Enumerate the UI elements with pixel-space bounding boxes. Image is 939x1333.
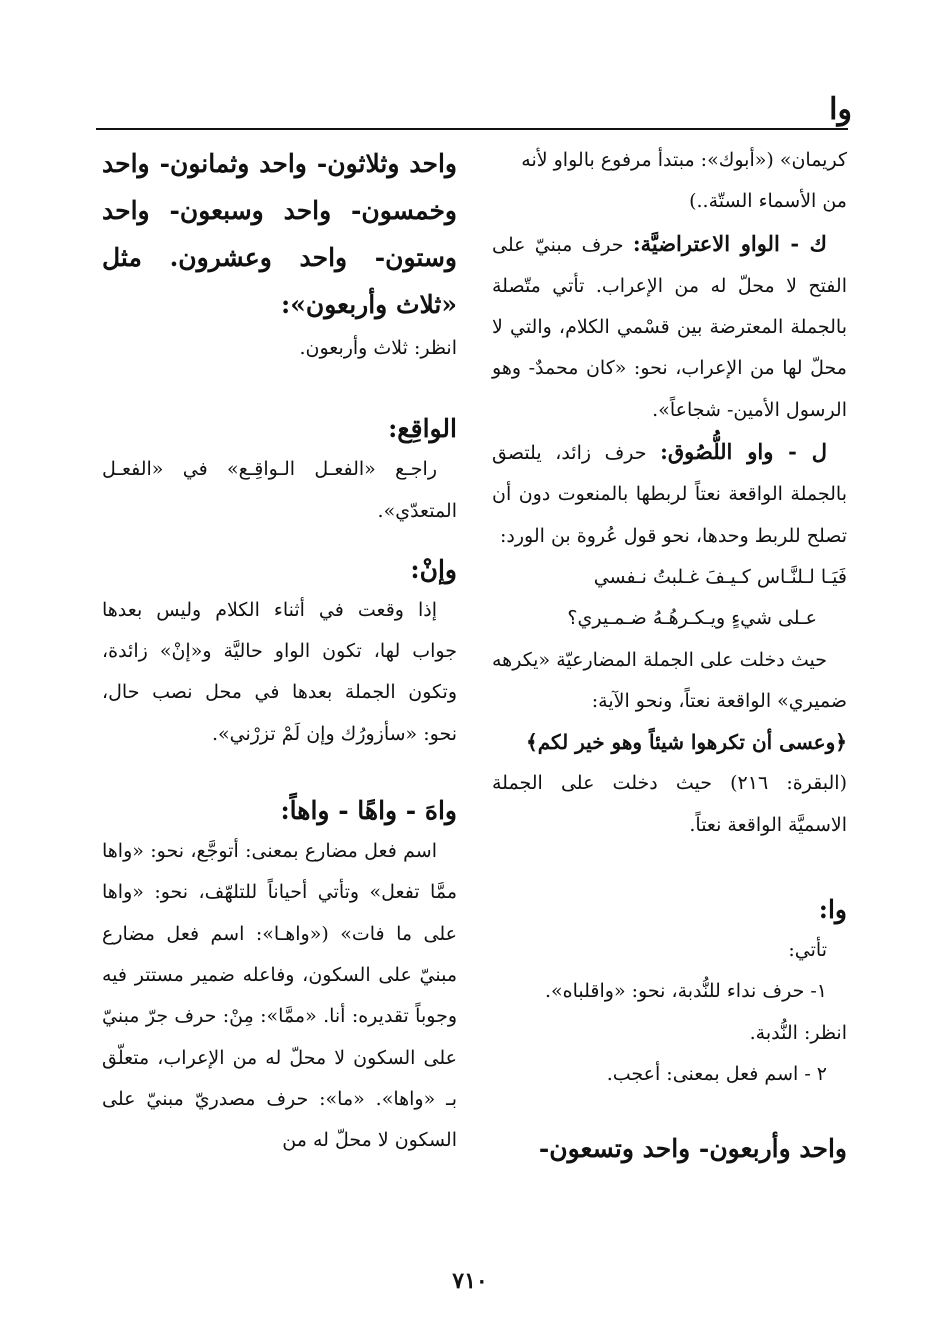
entry-text: حرف مبنيّ على الفتح لا محلّ له من الإعراب. تأتي متّصلة بالجملة المعترضة بين قسْمي الكلام، والتي لا محلّ لها من الإعراب، نحو: «كان محمدٌ- وهو الرسول الأمين- شجاعاً». (492, 233, 847, 421)
wah-text: اسم فعل مضارع بمعنى: أتوجَّع، نحو: «واها ممَّا تفعل» وتأتي أحياناً للتلهّف، نحو: «واها على ما فات» («واهـا»: اسم فعل مضارع مبنيّ على السكون، وفاعله ضمير مستتر فيه وجوباً تقديره: أنا. «ممَّا»: مِنْ: حرف جرّ مبنيّ على السكون لا محلّ له من الإعراب، متعلّق بـ «واها». «ما»: حرف مصدريّ مبنيّ على السكون لا محلّ له من (102, 840, 457, 1152)
heading-waqi: الواقِع: (388, 414, 457, 444)
right-column (492, 140, 847, 1172)
wa-see-also: انظر: النُّدبة. (749, 1021, 847, 1044)
entry-waw-itiradiyya (492, 223, 847, 431)
quran-quote: ﴿وعسى أن تكرهوا شيئاً وهو خير لكم﴾ (526, 730, 847, 755)
heading-win: وإنْ: (410, 554, 457, 584)
wa-intro: تأتي: (788, 939, 827, 962)
header-rule (96, 128, 848, 130)
entry-term: ك - الواو الاعتراضيَّة: (632, 230, 827, 256)
after-verse-text: حيث دخلت على الجملة المضارعيّة «يكرهه ضميري» الواقعة نعتاً، ونحو الآية: (492, 648, 847, 712)
left-column (102, 140, 457, 1161)
entry-text: حرف زائد، يلتصق بالجملة الواقعة نعتاً لربطها بالمنعوت دون أن تصلح للربط وحدها، نحو قول عُروة بن الورد: (492, 442, 847, 547)
wa-item-1: ١- حرف نداء للنُّدبة، نحو: «واقلباه». (545, 980, 827, 1003)
entry-waw-lusuq (492, 431, 847, 557)
page-number: ٧١٠ (452, 1268, 488, 1294)
wa-item-2: ٢ - اسم فعل بمعنى: أعجب. (606, 1062, 827, 1085)
after-quran-text: (البقرة: ٢١٦) حيث دخلت على الجملة الاسميَّة الواقعة نعتاً. (492, 772, 847, 836)
wahid-entry-start: واحد وأربعون- واحد وتسعون- (538, 1134, 847, 1164)
entry-term: ل - واو اللُّصُوق: (660, 439, 827, 465)
running-header-word: وا (829, 92, 852, 127)
heading-wa: وا: (818, 895, 847, 925)
wahid-see-also: انظر: ثلاث وأربعون. (299, 337, 457, 359)
intro-line-2: من الأسماء الستّة..) (689, 190, 847, 213)
win-text: إذا وقعت في أثناء الكلام وليس بعدها جواب لها، تكون الواو حاليَّة و«إنْ» زائدة، وتكون الجملة بعدها في محل نصب حال، نحو: «سأزورُك وإن لَمْ تزرْني». (102, 598, 457, 745)
wahid-entry-continued: واحد وثلاثون- واحد وثمانون- واحد وخمسون- واحد وسبعون- واحد وستون- واحد وعشرون. مثل «ثلاث وأربعون»: (102, 149, 457, 319)
heading-wah: واهَ - واهًا - واهاً: (280, 796, 457, 826)
poem-verse-2: عـلى شيءٍ ويـكـرهُـهُ ضـمـيري؟ (567, 607, 817, 630)
poem-verse-1: فَيَـا لـلنَّـاس كـيـفَ غـلبتُ نـفسي (593, 565, 847, 588)
intro-line-1: كريمان» («أبوك»: مبتدأ مرفوع بالواو لأنه (521, 149, 847, 171)
waqi-text: راجـع «الفعـل الـواقِـع» في «الفعـل المتعدّي». (102, 458, 457, 522)
